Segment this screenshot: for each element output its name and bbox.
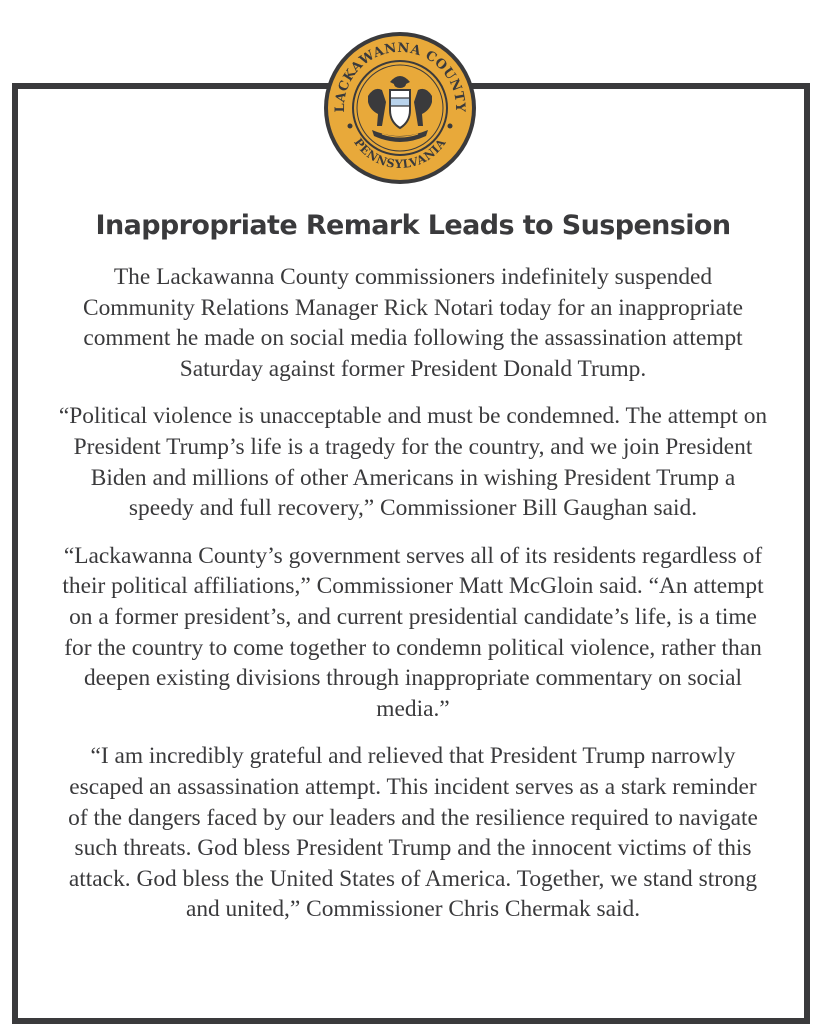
paragraph-chermak-quote: “I am incredibly grateful and relieved that President Trump narrowly escaped an assassination attempt. This incident serves as a stark reminder of the dangers faced by our leaders and the resilience required to navigate such threats. God bless President Trump and the innocent victims of this attack. God bless the United States of America. Together, we stand strong and united,” Commissioner Chris Chermak said. bbox=[68, 743, 758, 923]
headline: Inappropriate Remark Leads to Suspension bbox=[95, 210, 731, 241]
paragraph-gaughan-quote: “Political violence is unacceptable and must be condemned. The attempt on President Trump’s life is a tragedy for the country, and we join President Biden and millions of other Americans in wishing President Trump a speedy and full recovery,” Commissioner Bill Gaughan said. bbox=[58, 403, 768, 522]
seal-bottom-text: PENNSYLVANIA bbox=[351, 135, 449, 172]
paragraph-mcgloin-quote: “Lackawanna County’s government serves all of its residents regardless of their political affiliations,” Commissioner Matt McGloin said. “An attempt on a former president’s, and current presidential candidate’s life, is a time for the country to come together to condemn political violence, rather than deepen existing divisions through inappropriate commentary on social media.” bbox=[62, 542, 764, 722]
press-release-body bbox=[58, 262, 768, 942]
paragraph-intro: The Lackawanna County commissioners indefinitely suspended Community Relations Manager Rick Notari today for an inappropriate comment he made on social media following the assassination attempt Saturday against former President Donald Trump. bbox=[83, 264, 743, 382]
seal-top-text: LACKAWANNA COUNTY bbox=[332, 40, 468, 113]
county-seal bbox=[322, 30, 478, 186]
